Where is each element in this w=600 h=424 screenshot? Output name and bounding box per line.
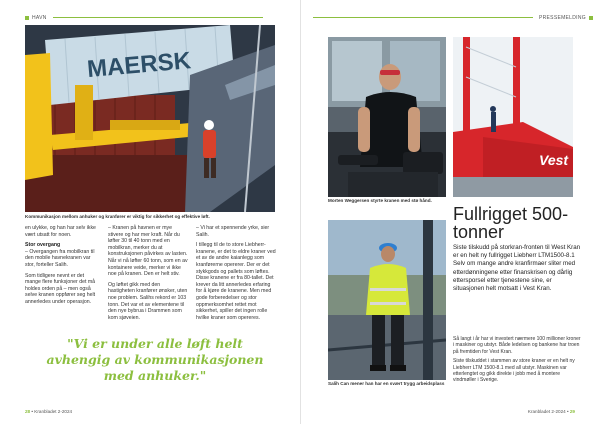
photo-caption: Kommunikasjon mellom anhuker og kranfører er viktig for sikkerhet og effektive løft. xyxy=(25,214,210,219)
col1-para2: Som tidligere nevnt er det mange flere funksjoner det må holdes orden på – men også selve kranen oppfører seg helt annerledes under operasjon. xyxy=(25,272,96,305)
right-page-number: 29 xyxy=(569,409,575,414)
body-para2: Siste tilskuddet i stammen av store kraner er en helt ny Liebherr LTM 1500-8.1 med all utstyr. Maskinen var etterlengtet og gikk direkte i jobb med å montere vindmøller i Sverige. xyxy=(453,358,575,384)
section-rule xyxy=(53,17,263,18)
left-footer-text: Kranbladet 2-2024 xyxy=(34,409,73,414)
left-footer: 28 • Kranbladet 2-2024 xyxy=(25,409,73,414)
article-headline: Fullrigget 500-tonner xyxy=(453,204,569,242)
article-body xyxy=(453,336,581,387)
crane-deck-photo xyxy=(25,25,275,212)
section-header-havn xyxy=(25,14,263,21)
col1-intro: en ulykke, og han har selv ikke vært utsatt for noen. xyxy=(25,225,96,238)
text-column-2 xyxy=(108,225,188,325)
operator-cab-photo xyxy=(328,37,446,197)
section-rule xyxy=(313,17,533,18)
pull-quote: "Vi er under alle løft helt avhengig av kommunikasjonen med anhuker." xyxy=(46,336,264,383)
section-label: HAVN xyxy=(32,14,47,21)
worker-portrait-illustration xyxy=(328,220,446,380)
body-para1: Så langt i år har vi investert nærmere 100 millioner kroner i maskiner og utstyr. Både ledelsen og bankene har troen på fremtiden for Vest Kran. xyxy=(453,336,581,355)
text-column-1 xyxy=(25,225,99,310)
col2-para1: – Kranen på havnen er mye stivere og har mer kraft. Når du løfter 30 til 40 tonn med en mobilkran, merker du at konstruksjonen påvirkes av lasten. Når vi nå løfter 60 tonn, som en av kontainere veide, merker vi ikke noe på kranen. Den er helt stiv. xyxy=(108,225,188,278)
maersk-logo-text: MAERSK xyxy=(86,47,193,84)
section-marker-icon xyxy=(589,16,593,20)
section-label: PRESSEMELDING xyxy=(539,14,586,21)
right-footer-text: Kranbladet 2-2024 xyxy=(527,409,566,414)
col2-para2: Og løftet gikk med den hastigheten kranfører ønsker, uten noe problem. Salihs rekord er 103 tonn. Det var et av elementene til den nye bybrua i Drammen som kom sjøveien. xyxy=(108,281,188,321)
col1-para1: – Overgangen fra mobilkran til den mobile havnekranen var stor, forteller Salih. xyxy=(25,248,95,268)
right-page xyxy=(300,0,600,424)
text-column-3 xyxy=(196,225,276,325)
section-marker-icon xyxy=(25,16,29,20)
crane-boom-photo xyxy=(453,37,573,197)
right-footer: Kranbladet 2-2024 • 29 xyxy=(527,409,575,414)
worker-portrait-photo xyxy=(328,220,446,380)
crane-boom-illustration xyxy=(453,37,573,197)
article-lead: Siste tilskudd på storkran-fronten til West Kran er en helt ny fullrigget Liebherr LTM1500-8.1 Selv om mange andre kranfirmaer sliter med etterdønningene etter finanskrisen og dårlig ettersporsel etter tjenestene sine, er situasjonen helt motsatt i Vest Kran. xyxy=(453,244,581,293)
left-page-number: 28 xyxy=(25,409,31,414)
operator-caption: Morten Weggersen styrte kranen med stø hånd. xyxy=(328,198,432,203)
col3-para2: I tillegg til de to store Liebherr-kranene, er det to eldre kraner ved et av de andre kaianlegg som kranførerne opererer. Der er det stykkgods og pallets som løftes. Disse kranene er fra 80-tallet. Det krever da litt annerledes erfaring for å kjøre de kranene. Men med gode forberedelser og stor oppmerksomhet rettet mot sikkerhet, spiller det ingen rolle hvilke kraner som opereres. xyxy=(196,242,276,321)
crane-deck-illustration xyxy=(25,25,275,212)
section-header-pressemelding xyxy=(313,14,593,21)
col1-subheading: Stor overgang xyxy=(25,242,61,249)
vest-brand-text: Vest xyxy=(539,152,569,168)
operator-cab-illustration xyxy=(328,37,446,197)
col3-para1: – Vi har et spennende yrke, sier Salih. xyxy=(196,225,270,238)
salih-caption: Salih Can mener han har en svært trygg arbeidsplass xyxy=(328,381,445,386)
